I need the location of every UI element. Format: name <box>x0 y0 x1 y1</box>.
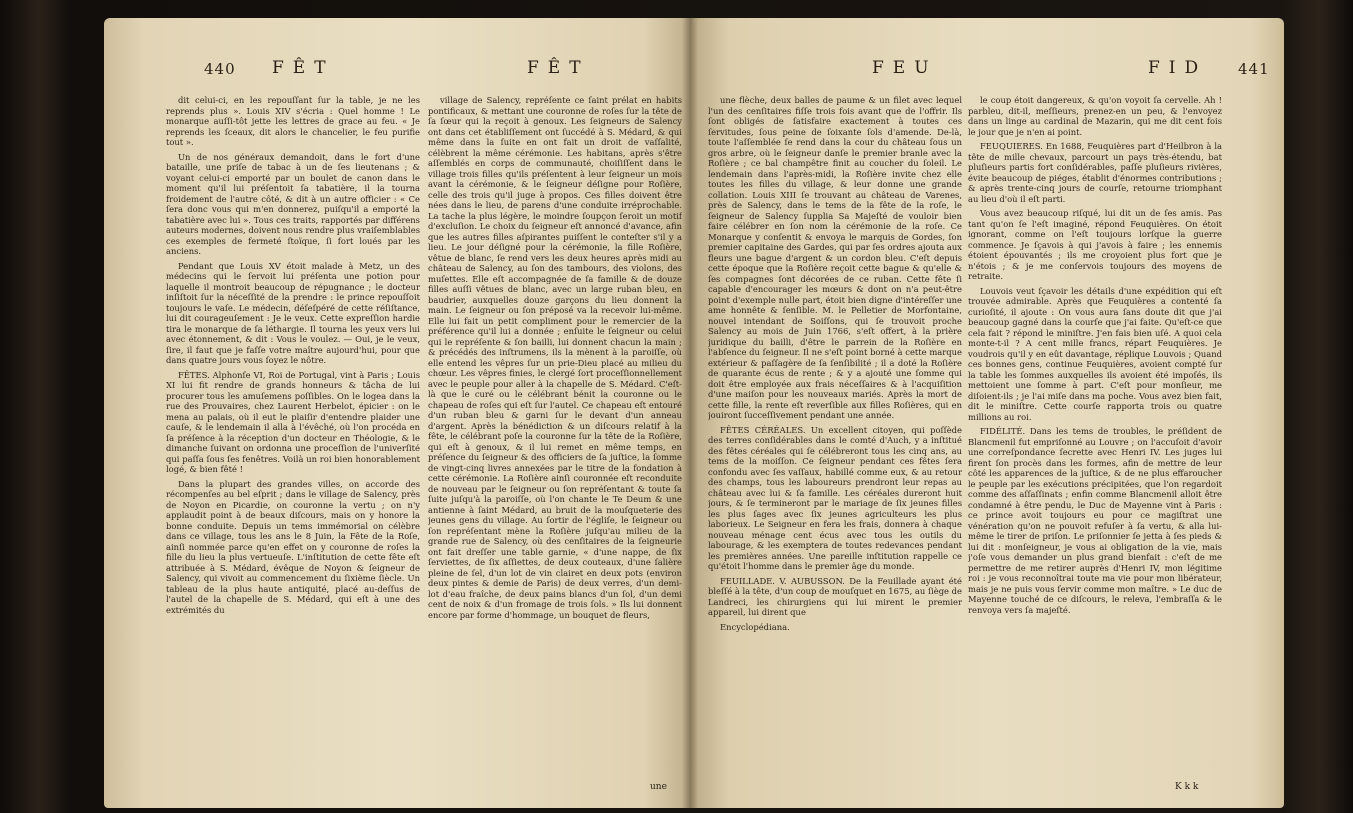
paragraph: Encyclopédiana. <box>720 621 790 632</box>
left-column-1 <box>166 95 420 785</box>
page-number-left: 440 <box>204 60 236 78</box>
catchword: une <box>650 782 667 792</box>
running-head-right-2: FID <box>1148 58 1208 78</box>
paragraph: FEUQUIERES. En 1688, Feuquières part d'Heilbron à la tête de mille chevaux, parcourt un pays très-étendu, bat pluſieurs partis fort conſidérables, paſſe pluſieurs rivières, évite beaucoup de piéges, établit d'énormes contributions ; & après trente-cinq jours de courſe, retourne triomphant au lieu d'où il eſt parti. <box>968 141 1222 204</box>
paragraph: le coup étoit dangereux, & qu'on voyoit ſa cervelle. Ah ! parbleu, dit-il, meſſieurs, prenez-en un peu, & l'envoyez dans un linge au cardinal de Mazarin, qui me dit cent fois le jour que je n'en ai point. <box>968 95 1222 137</box>
left-page <box>104 18 690 808</box>
running-head-left-2: FÊT <box>527 58 590 78</box>
paragraph: une flèche, deux balles de paume & un filet avec lequel l'un des cenſitaires fiſſe trois fois avant que de l'offrir. Ils ſont obligés de ſatisfaire exactement à toutes ces ſervitudes, ſous peine de ſoixante ſols d'amende. De-là, toute l'aſſemblée ſe rend dans la cour du château ſous un gros arbre, où le ſeigneur danſe le premier branle avec la Roſière ; ce bal champêtre finit au coucher du ſoleil. Le lendemain dans l'après-midi, la Roſière invite chez elle toutes les filles du village, & leur donne une grande collation. Louis XIII ſe trouvant au château de Varenes, près de Salency, dans le tems de la fête de la roſe, le ſeigneur de Salency ſupplia Sa Majeſté de vouloir bien faire célébrer en ſon nom la cérémonie de la roſe. Ce Monarque y conſentit & envoya le marquis de Gordes, ſon premier capitaine des Gardes, qui par ſes ordres ajouta aux fleurs une bague d'argent & un cordon bleu. C'eſt depuis cette époque que la Roſière reçoit cette bague & qu'elle & ſes compagnes ſont décorées de ce ruban. Cette fête ſi capable d'encourager les mœurs & dont on n'a peut-être point d'exemple nulle part, étoit bien digne d'intéreſſer une ame honnête & ſenſible. M. le Pelletier de Morfontaine, nouvel intendant de Soiſſons, qui ſe trouvoit proche Salency au mois de Juin 1766, s'eſt offert, à la prière juridique du bailli, d'être le parrein de la Roſière en l'abſence du ſeigneur. Il ne s'eſt point borné à cette marque extérieur & paſſagère de ſa ſenſibilité ; il a doté la Roſière de quarante écus de rente ; & y a ajouté une ſomme qui doit être employée aux frais néceſſaires & à l'acquiſition d'une maiſon pour les nouveaux mariés. Après la mort de cette fille, la rente eſt reverſible aux filles Roſières, qui en jouiront ſucceſſivement pendant une année. <box>708 95 962 420</box>
paragraph: Un de nos généraux demandoit, dans le fort d'une bataille, une priſe de tabac à un de ſes lieutenans ; & voyant celui-ci emporté par un boulet de canon dans le moment qu'il lui préſentoit ſa tabatière, il la tourna froidement de l'autre côté, & dit à un autre officier : « Ce ſera donc vous qui m'en donnerez, puiſqu'il a emporté la tabatière avec lui ». Tous ces traits, rapportés par différens auteurs modernes, doivent nous rendre plus vraiſemblables ces exemples de fermeté ſtoïque, ſi fort loués par les anciens. <box>166 151 420 256</box>
paragraph: Dans la plupart des grandes villes, on accorde des récompenſes au bel eſprit ; dans le village de Salency, près de Noyon en Picardie, on couronne la vertu ; on n'y applaudit point à de beaux diſcours, mais on y honore la bonne conduite. Depuis un tems immémorial on célèbre dans ce village, tous les ans le 8 Juin, la Fête de la Roſe, ainſi nommée parce qu'en effet on y couronne de roſes la fille du lieu la plus vertueuſe. L'inſtitution de cette fête eſt attribuée à S. Médard, évêque de Noyon & ſeigneur de Salency, qui vivoit au commencement du ſixième ſiècle. Un tableau de la plus haute antiquité, placé au-deſſus de l'autel de la chapelle de S. Médard, qui eſt à une des extrémités du <box>166 478 420 615</box>
paragraph: Louvois veut ſçavoir les détails d'une expédition qui eſt trouvée admirable. Après que Feuquières a contenté ſa curioſité, il ajoute : On vous aura ſans doute dit que j'ai beaucoup gagné dans la courſe que j'ai faite. Qu'eſt-ce que cela fait ? répond le miniſtre. J'en fais bien uſé. A quoi cela monte-t-il ? A cent mille francs, répart Feuquières. Je voudrois qu'il y en eût davantage, réplique Louvois ; Quand ces bonnes gens, continue Feuquières, avoient compté ſur la table les ſommes auxquelles ils avoient été impoſés, ils mettoient une ſomme à part. C'eſt pour monſieur, me diſoient-ils ; je l'ai miſe dans ma poche. Vous avez bien fait, dit le miniſtre. Cette courſe rapporta trois ou quatre millions au roi. <box>968 285 1222 422</box>
signature-mark: K k k <box>1175 782 1199 792</box>
right-column-2 <box>968 95 1222 785</box>
running-head-left-1: FÊT <box>272 58 335 78</box>
right-column-1 <box>708 95 962 785</box>
paragraph: Pendant que Louis XV étoit malade à Metz, un des médecins qui le ſervoit lui préſenta une potion pour laquelle il montroit beaucoup de répugnance ; le docteur inſiſtoit ſur la néceſſité de la prendre : le prince repouſſoit toujours le vaſe. Le médecin, déſeſpéré de cette réſiſtance, lui dit courageuſement : Je le veux. Cette expreſſion hardie tira le monarque de ſa léthargie. Il tourna les yeux vers lui avec étonnement, & dit : Vous le voulez. — Oui, je le veux, ſire, il faut que je faſſe votre maître aujourd'hui, pour que dans quatre jours vous ſoyez le nôtre. <box>166 260 420 365</box>
page-number-right: 441 <box>1238 60 1270 78</box>
running-head-right-1: FEU <box>872 58 938 78</box>
paragraph: FIDÉLITÉ. Dans les tems de troubles, le préſident de Blancmenil fut empriſonné au Louvre ; on l'accuſoit d'avoir une correſpondance ſecrette avec Henri IV. Les juges lui firent ſon procès dans les formes, afin de mettre de leur côté les apparences de la juſtice, & de ne plus effaroucher le peuple par les exécutions précipitées, que l'on regardoit comme des aſſaſſinats ; enfin comme Blancmenil alloit être condamné à être pendu, le Duc de Mayenne vint à Paris : ce prince avoit toujours eu pour ce magiſtrat une vénération qu'on ne pouvoit refuſer à ſa vertu, & alla lui-même le tirer de priſon. Le priſonnier ſe jetta à ſes pieds & lui dit : monſeigneur, je vous ai obligation de la vie, mais j'oſe vous demander un plus grand bienfait : c'eſt de me permettre de me retirer auprès d'Henri IV, mon légitime roi : je vous reconnoîtrai toute ma vie pour mon libérateur, mais je ne puis vous ſervir comme mon maître. » Le duc de Mayenne touché de ce diſcours, le releva, l'embraſſa & le renvoya vers ſa majeſté. <box>968 426 1222 615</box>
left-column-2 <box>428 95 682 785</box>
paragraph: Vous avez beaucoup riſqué, lui dit un de ſes amis. Pas tant qu'on ſe l'eſt imaginé, répond Feuquières. On étoit ignorant, comme on l'eſt toujours lorſque la guerre commence. Je ſçavois à qui j'avois à faire ; les ennemis étoient épouvantés ; ils me croyoient plus fort que je n'étois ; & je me conſervois toujours des moyens de retraite. <box>968 208 1222 281</box>
paragraph: village de Salency, repréſente ce ſaint prélat en habits pontificaux, & mettant une couronne de roſes ſur la tête de ſa ſœur qui la reçoit à genoux. Les ſeigneurs de Salency ont dans cet établiſſement ont ſuccédé à S. Médard, & qui même dans la ſuite en ont fait un droit de vaſſalité, célèbrent la même cérémonie. Les habitans, après s'être aſſemblés en corps de communauté, choiſiſſent dans le village trois filles qu'ils préſentent à leur ſeigneur un mois avant la cérémonie, & le ſeigneur déſigne pour Roſière, celle des trois qu'il juge à propos. Ces filles doivent être nées dans le lieu, de parens d'une conduite irréprochable. La tache la plus légère, le moindre ſoupçon ſeroit un motif d'excluſion. Le choix du ſeigneur eſt annoncé d'avance, afin que les autres filles aſpirantes puiſſent le conteſter s'il y a lieu. Le jour déſigné pour la cérémonie, la fille Roſière, vêtue de blanc, ſe rend vers les deux heures après midi au château de Salency, au ſon des tambours, des violons, des muſettes. Elle eſt accompagnée de ſa famille & de douze filles auſſi vêtues de blanc, avec un large ruban bleu, en baudrier, auxquelles douze garçons du lieu donnent la main. Le ſeigneur ou ſon préposé va la recevoir lui-même. Elle lui fait un petit compliment pour le remercier de la préférence qu'il lui a donnée ; enſuite le ſeigneur ou celui qui le repréſente & ſon bailli, lui donnent chacun la main ; & précédés des inſtrumens, ils la mènent à la paroiſſe, où elle entend les vêpres ſur un prie-Dieu placé au milieu du chœur. Les vêpres finies, le clergé ſort proceſſionnellement avec le peuple pour aller à la chapelle de S. Médard. C'eſt-là que le curé ou le célébrant bénit la couronne ou le chapeau de roſes qui eſt ſur l'autel. Ce chapeau eſt entouré d'un ruban bleu & garni ſur le devant d'un anneau d'argent. Après la bénédiction & un diſcours relatif à la fête, le célébrant poſe la couronne ſur la tête de la Roſière, qui eſt à genoux, & il lui remet en même temps, en préſence du ſeigneur & des officiers de ſa juſtice, la ſomme de vingt-cinq livres annexées par le titre de la fondation à cette cérémonie. La Roſière ainſi couronnée eſt reconduite de nouveau par le ſeigneur ou ſon repréſentant & toute ſa ſuite juſqu'à la paroiſſe, où l'on chante le Te Deum & une antienne à ſaint Médard, au bruit de la mouſqueterie des jeunes gens du village. Au ſortir de l'égliſe, le ſeigneur ou ſon repréſentant mène la Roſière juſqu'au milieu de la grande rue de Salency, où des cenſitaires de la ſeigneurie ont fait dreſſer une table garnie, « d'une nappe, de ſix ſerviettes, de ſix aſſiettes, de deux couteaux, d'une ſalière pleine de ſel, d'un lot de vin clairet en deux pots (environ deux pintes & demie de Paris) de deux verres, d'un demi-lot d'eau fraîche, de deux pains blancs d'un ſol, d'un demi cent de noix & d'un fromage de trois ſols. » Ils lui donnent encore par forme d'hommage, un bouquet de fleurs, <box>428 95 682 620</box>
paragraph: FÊTES CÉRÉALES. Un excellent citoyen, qui poſſède des terres conſidérables dans le comté d'Auch, y a inſtitué des fêtes céréales qui ſe célébreront tous les cinq ans, au tems de la moiſſon. Ce ſeigneur pendant ces fêtes ſera confondu avec ſes vaſſaux, habillé comme eux, & au retour des champs, tous les laboureurs prendront leur repas au château avec lui & ſa famille. Les céréales dureront huit jours, & ſe termineront par le mariage de ſix jeunes filles les plus ſages avec ſix jeunes agriculteurs les plus laborieux. Le Seigneur en fera les frais, donnera à chaque nouveau ménage cent écus avec tous les outils du labourage, & les exemptera de toutes redevances pendant les premières années. Une pareille inſtitution rappelle ce qu'étoit l'homme dans le premier âge du monde. <box>708 424 962 571</box>
right-page <box>690 18 1284 808</box>
paragraph: dit celui-ci, en les repouſſant ſur la table, je ne les reprends plus ». Louis XIV s'écria : Quel homme ! Le monarque auſſi-tôt jette les lettres de grace au feu. « Je reprends les ſceaux, dit alors le chancelier, le feu purifie tout ». <box>166 95 420 147</box>
paragraph: FEUILLADE. V. AUBUSSON. De la Feuillade ayant été bleſſé à la tête, d'un coup de mouſquet en 1675, au ſiège de Landreci, les chirurgiens qui lui mirent le premier appareil, lui dirent que <box>708 575 962 617</box>
paragraph: FÊTES. Alphonſe VI, Roi de Portugal, vint à Paris ; Louis XI lui fit rendre de grands honneurs & tâcha de lui procurer tous les amuſemens poſſibles. On le logea dans la rue des Prouvaires, chez Laurent Herbelot, épicier : on le mena au palais, où il eut le plaiſir d'entendre plaider une cauſe, & le lendemain il alla à l'évêché, où l'on procéda en ſa préſence à la réception d'un docteur en Théologie, & le dimanche ſuivant on ordonna une proceſſion de l'univerſité qui paſſa ſous ſes fenêtres. Voilà un roi bien honorablement logé, & bien fêté ! <box>166 369 420 474</box>
book-gutter <box>682 18 698 808</box>
